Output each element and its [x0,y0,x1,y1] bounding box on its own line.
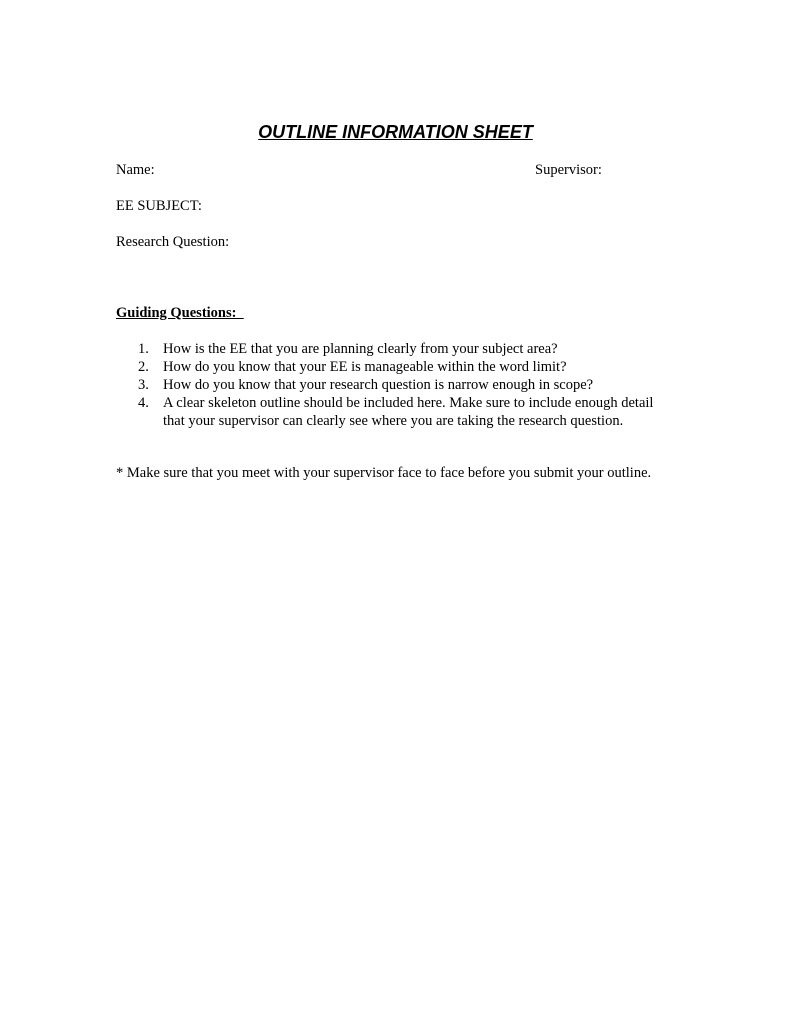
supervisor-label: Supervisor: [535,162,602,178]
list-item [116,394,676,430]
list-item-number: 3. [138,377,149,393]
list-item-number: 2. [138,359,149,375]
list-item [116,376,676,394]
guiding-questions-list [116,340,676,430]
research-question-label: Research Question: [116,234,230,250]
guiding-questions-heading: Guiding Questions: [116,305,244,321]
document-title: OUTLINE INFORMATION SHEET [258,122,533,142]
supervisor-meeting-note: * Make sure that you meet with your supervisor face to face before you submit your outline. [116,465,652,481]
ee-subject-label: EE SUBJECT: [116,198,202,214]
list-item-text: How do you know that your research question is narrow enough in scope? [163,377,594,393]
list-item-text: How is the EE that you are planning clearly from your subject area? [163,341,558,357]
list-item-number: 4. [138,395,149,411]
list-item [116,340,676,358]
list-item-number: 1. [138,341,149,357]
list-item [116,358,676,376]
list-item-text: A clear skeleton outline should be included here. Make sure to include enough detail that your supervisor can clearly see where you are taking the research question. [163,395,654,429]
name-label: Name: [116,162,155,178]
list-item-text: How do you know that your EE is manageable within the word limit? [163,359,567,375]
